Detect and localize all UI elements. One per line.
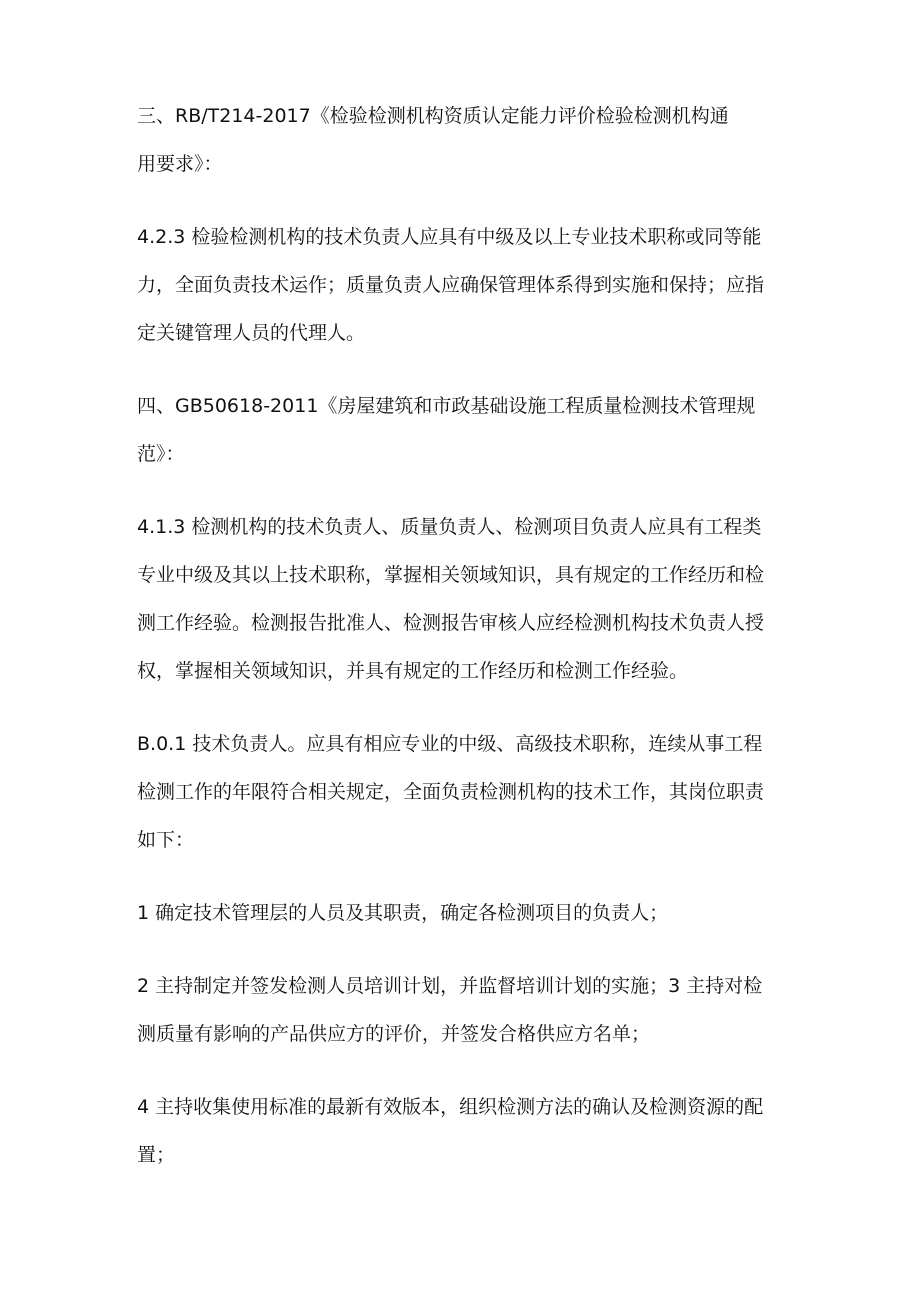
text-line: B.0.1 技术负责人。应具有相应专业的中级、高级技术职称，连续从事工程: [137, 733, 763, 755]
text-line: 测质量有影响的产品供应方的评价，并签发合格供应方名单；: [137, 1023, 651, 1045]
text-line: 2 主持制定并签发检测人员培训计划，并监督培训计划的实施；3 主持对检: [137, 975, 763, 997]
text-line: 1 确定技术管理层的人员及其职责，确定各检测项目的负责人；: [137, 902, 669, 924]
text-line: 如下：: [137, 829, 195, 851]
text-line: 用要求》：: [137, 153, 223, 175]
text-line: 4 主持收集使用标准的最新有效版本，组织检测方法的确认及检测资源的配: [137, 1096, 764, 1118]
text-line: 检测工作的年限符合相关规定，全面负责检测机构的技术工作，其岗位职责: [137, 781, 765, 803]
clause-4-2-3: [137, 213, 793, 357]
text-line: 测工作经验。检测报告批准人、检测报告审核人应经检测机构技术负责人授: [137, 612, 765, 634]
section-heading-gb50618: [137, 382, 793, 478]
text-line: 置；: [137, 1144, 176, 1166]
text-line: 力，全面负责技术运作；质量负责人应确保管理体系得到实施和保持；应指: [137, 274, 765, 296]
text-line: 专业中级及其以上技术职称，掌握相关领域知识，具有规定的工作经历和检: [137, 564, 765, 586]
text-line: 权，掌握相关领域知识，并具有规定的工作经历和检测工作经验。: [137, 660, 689, 682]
duty-item-4: [137, 1083, 793, 1179]
clause-4-1-3: [137, 503, 793, 695]
document-page: [137, 92, 793, 1179]
text-line: 4.1.3 检测机构的技术负责人、质量负责人、检测项目负责人应具有工程类: [137, 516, 762, 538]
duty-item-1: [137, 889, 793, 937]
duty-item-2-3: [137, 962, 793, 1058]
text-line: 三、RB/T214-2017《检验检测机构资质认定能力评价检验检测机构通: [137, 105, 729, 127]
section-heading-rbt214: [137, 92, 793, 188]
text-line: 范》：: [137, 443, 185, 465]
text-line: 4.2.3 检验检测机构的技术负责人应具有中级及以上专业技术职称或同等能: [137, 226, 762, 248]
clause-b-0-1: [137, 720, 793, 864]
text-line: 四、GB50618-2011《房屋建筑和市政基础设施工程质量检测技术管理规: [137, 395, 756, 417]
text-line: 定关键管理人员的代理人。: [137, 322, 366, 344]
